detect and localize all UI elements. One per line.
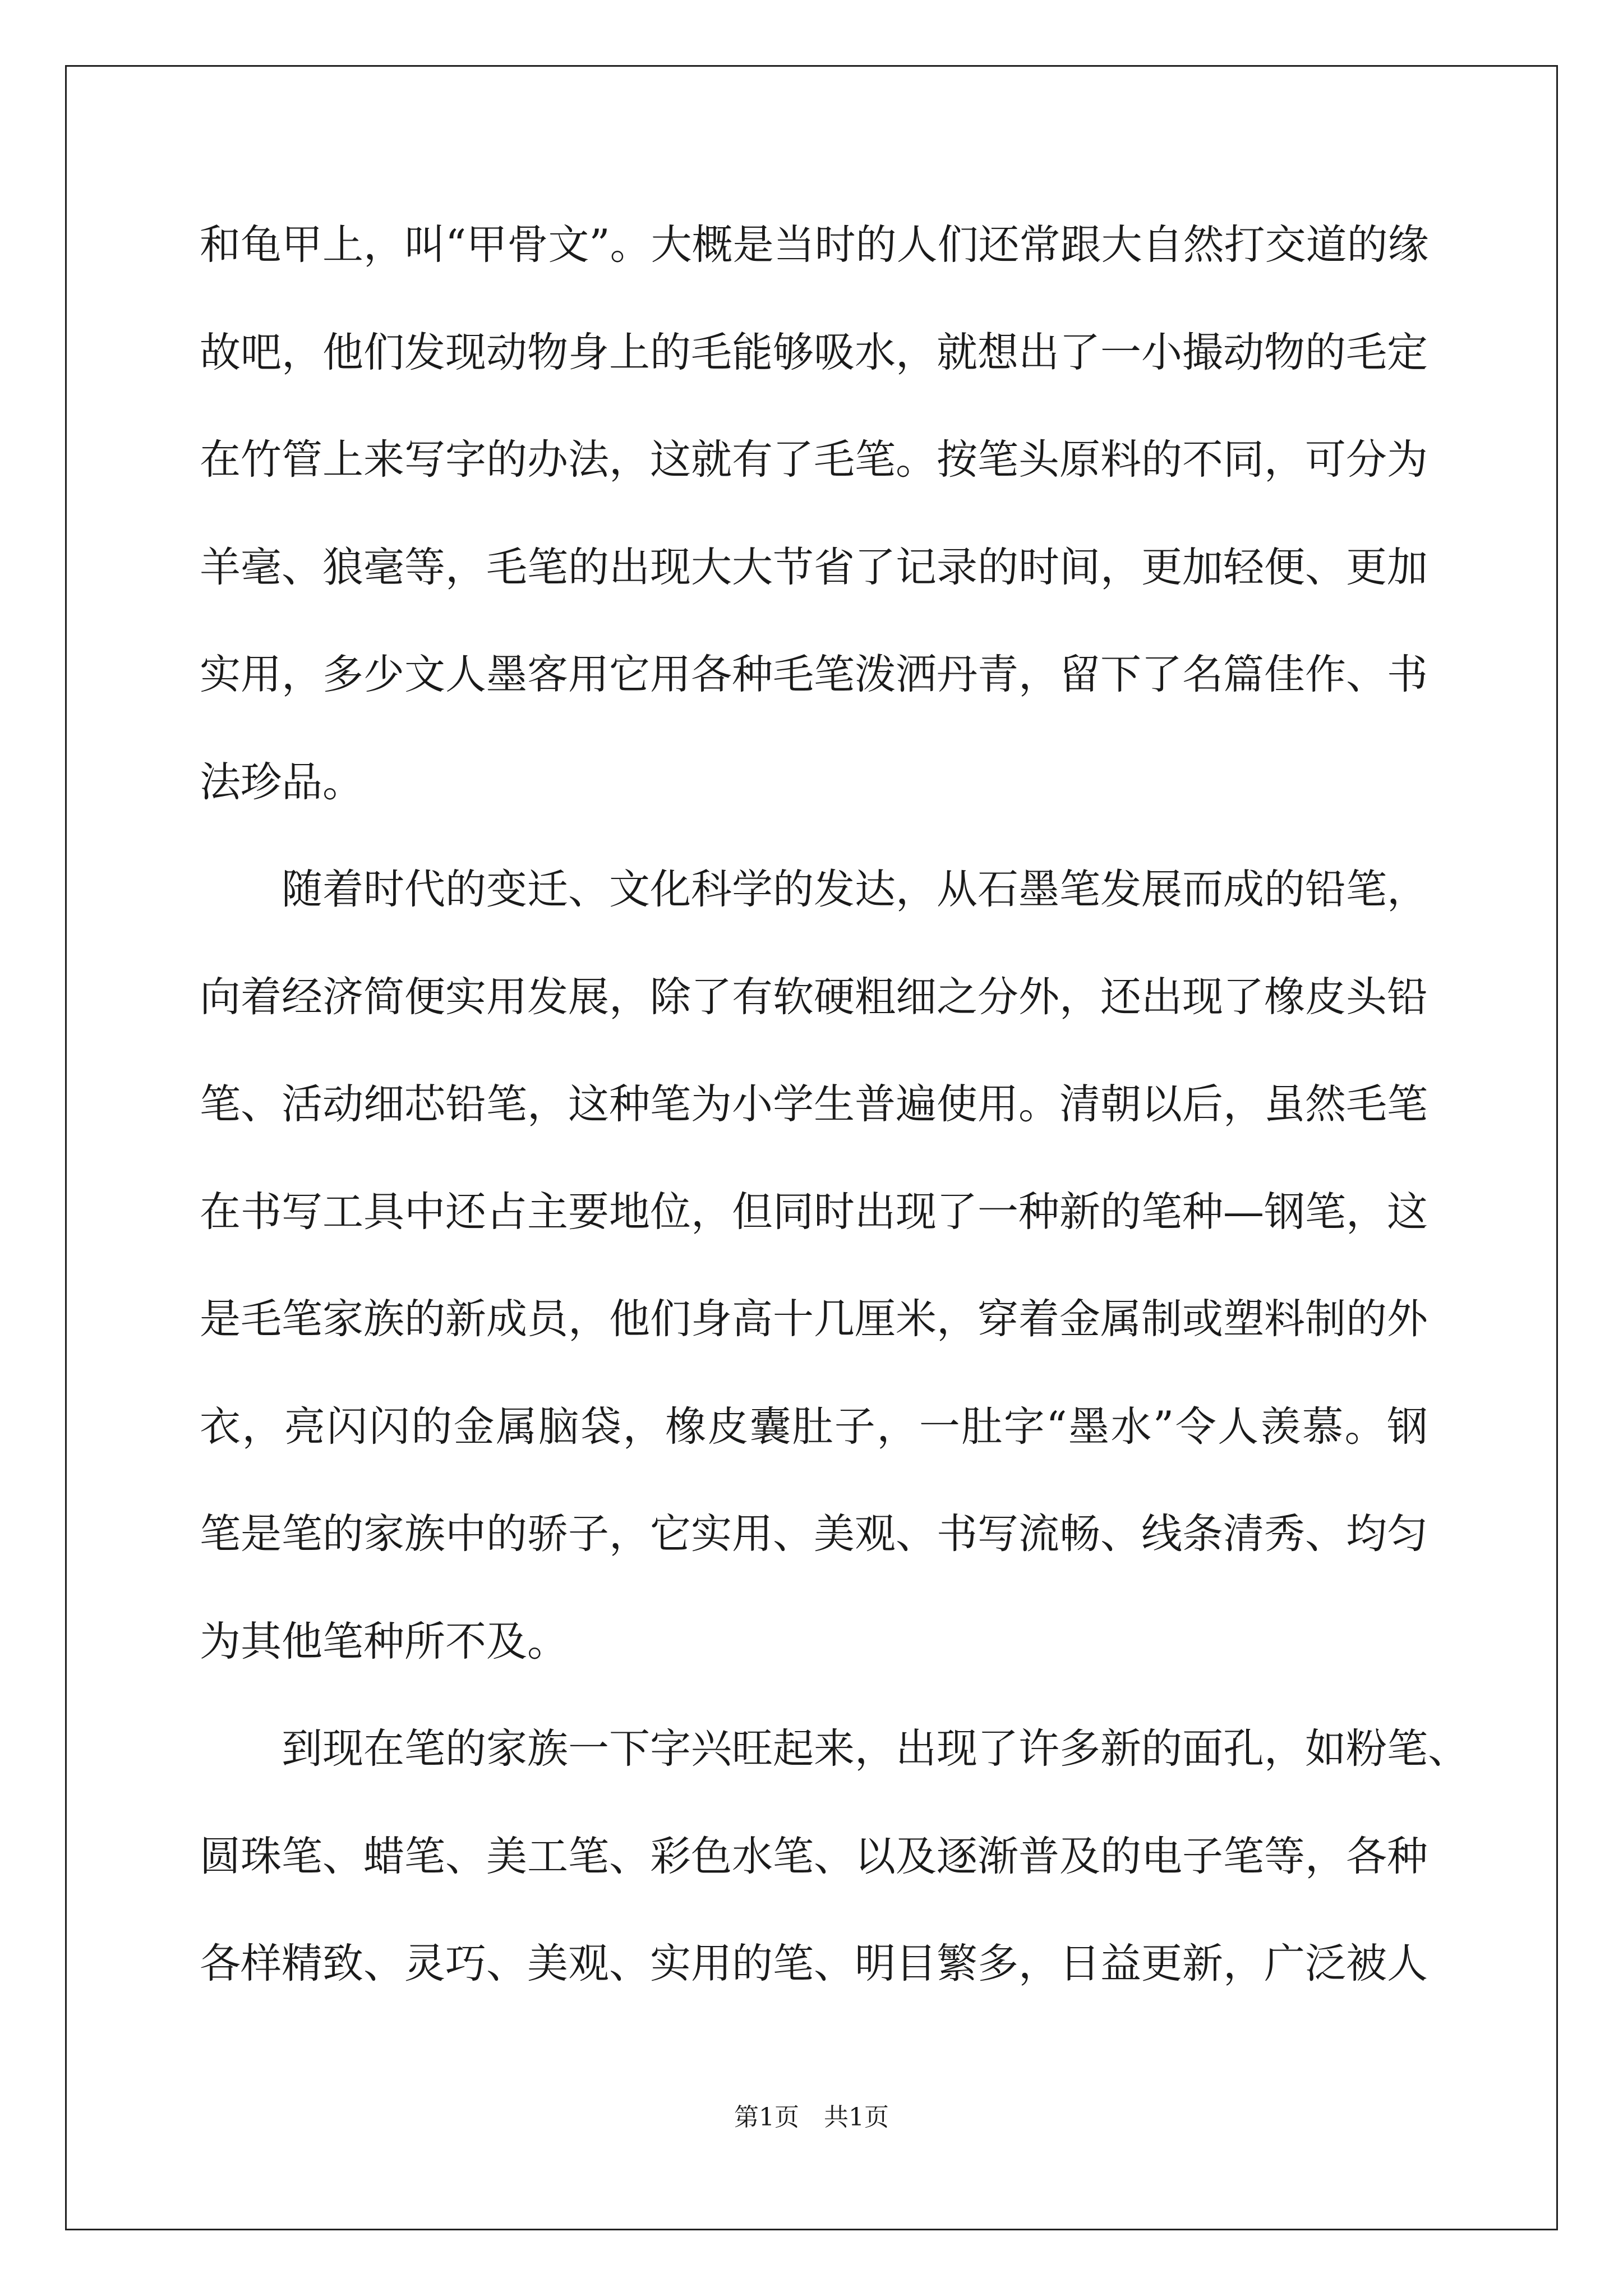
text-line: 为其他笔种所不及。: [200, 1618, 568, 1665]
text-line: 到现在笔的家族一下字兴旺起来，出现了许多新的面孔，如粉笔、: [282, 1725, 1469, 1773]
text-line: 随着时代的变迁、文化科学的发达，从石墨笔发展而成的铅笔，: [282, 866, 1428, 913]
text-line: 在书写工具中还占主要地位，但同时出现了一种新的笔种—钢笔，这: [200, 1188, 1428, 1236]
text-line: 笔、活动细芯铅笔，这种笔为小学生普遍使用。清朝以后，虽然毛笔: [200, 1080, 1428, 1128]
text-line: 在竹管上来写字的办法，这就有了毛笔。按笔头原料的不同，可分为: [200, 436, 1428, 484]
page-number: 第1页: [734, 2103, 799, 2132]
page-border: [65, 65, 1558, 2230]
text-line: 笔是笔的家族中的骄子，它实用、美观、书写流畅、线条清秀、均匀: [200, 1510, 1428, 1558]
page-total: 共1页: [824, 2103, 889, 2132]
text-line: 羊毫、狼毫等，毛笔的出现大大节省了记录的时间，更加轻便、更加: [200, 544, 1428, 591]
text-line: 故吧，他们发现动物身上的毛能够吸水，就想出了一小撮动物的毛定: [200, 329, 1428, 376]
text-line: 向着经济简便实用发展，除了有软硬粗细之分外，还出现了橡皮头铅: [200, 973, 1428, 1021]
page-footer: [0, 2101, 1623, 2134]
text-line: 法珍品。: [200, 758, 363, 806]
text-line: 是毛笔家族的新成员，他们身高十几厘米，穿着金属制或塑料制的外: [200, 1295, 1428, 1343]
text-line: 圆珠笔、蜡笔、美工笔、彩色水笔、以及逐渐普及的电子笔等，各种: [200, 1833, 1428, 1880]
text-line: 衣，亮闪闪的金属脑袋，橡皮囊肚子，一肚字“墨水”令人羡慕。钢: [200, 1403, 1428, 1451]
text-line: 实用，多少文人墨客用它用各种毛笔泼洒丹青，留下了名篇佳作、书: [200, 651, 1428, 698]
text-line: 和龟甲上，叫“甲骨文”。大概是当时的人们还常跟大自然打交道的缘: [200, 221, 1429, 269]
text-line: 各样精致、灵巧、美观、实用的笔、明目繁多，日益更新，广泛被人: [200, 1940, 1428, 1987]
